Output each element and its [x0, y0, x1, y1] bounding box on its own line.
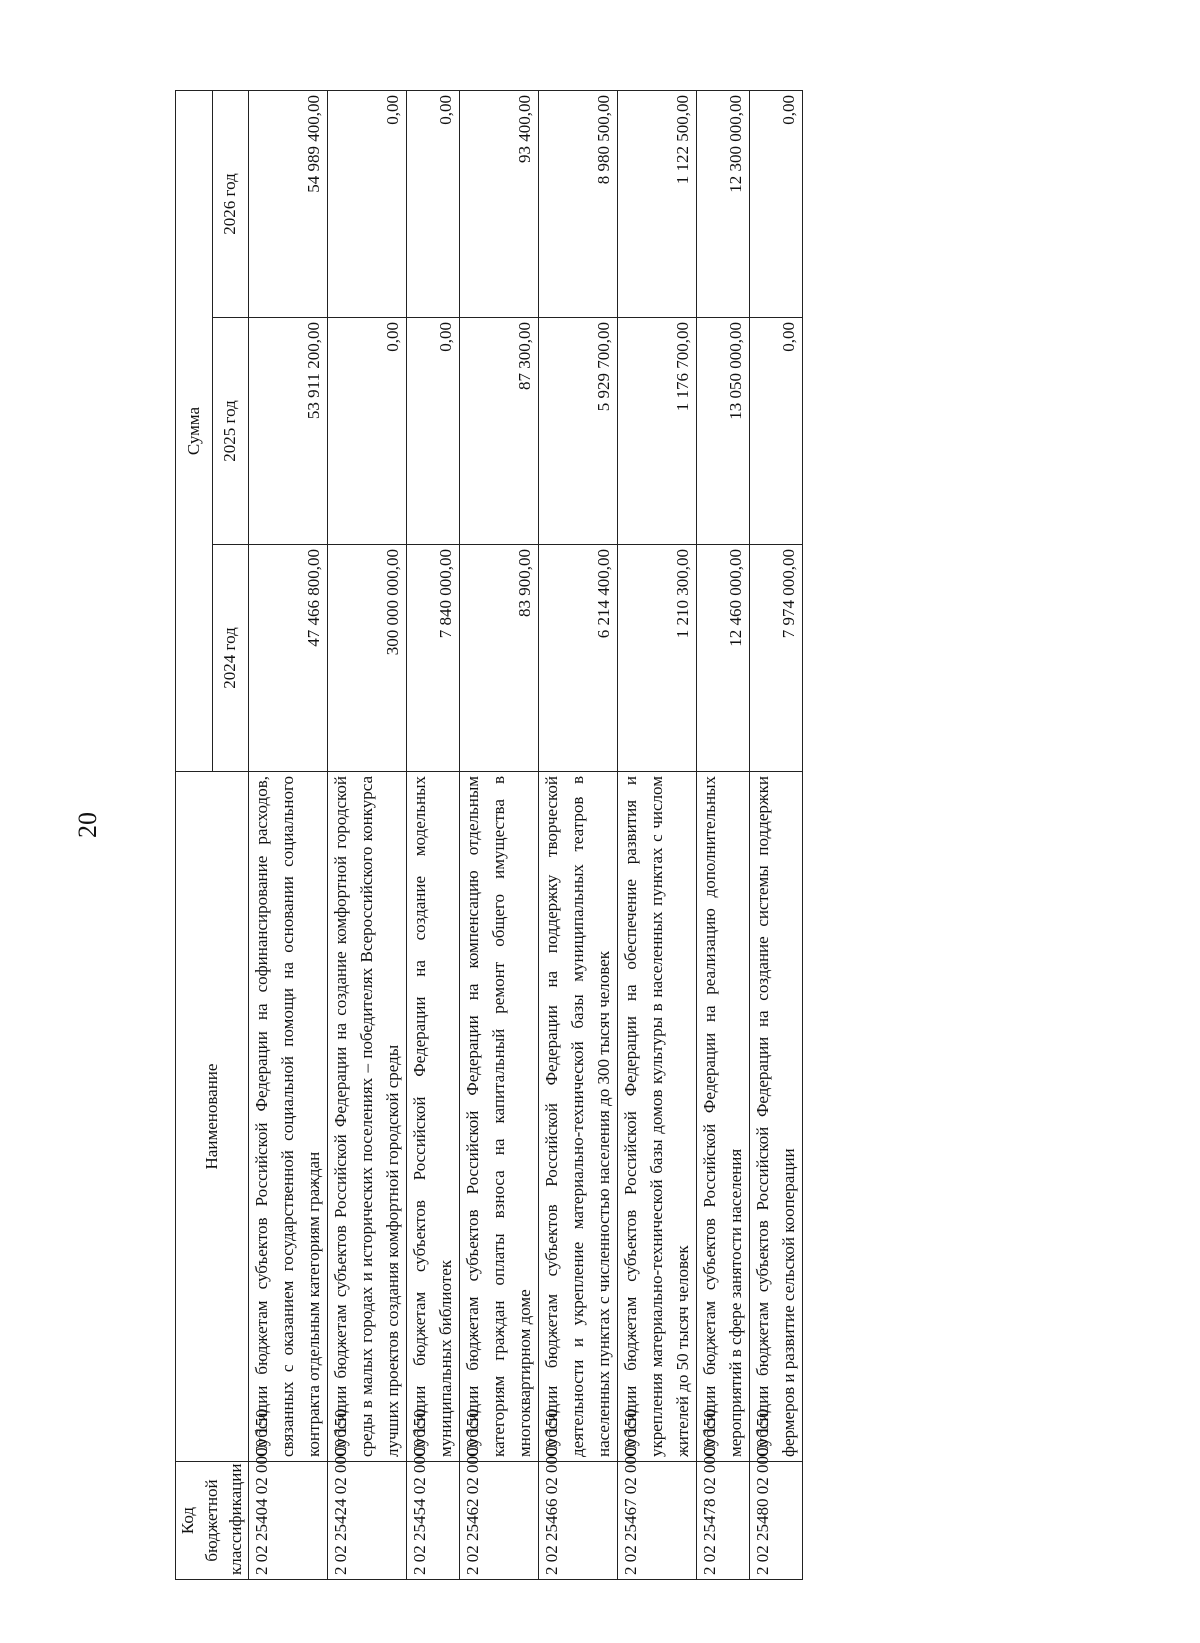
row-value-2026: 12 300 000,00 — [697, 91, 750, 318]
row-code: 2 02 25467 02 0000 150 — [618, 1462, 697, 1580]
row-name: Субсидии бюджетам субъектов Российской Федерации на софинансирование расходов, связанных с оказанием государственной социальной помощи на основании социального контракта отдельным категориям граждан — [249, 772, 328, 1462]
table-row — [618, 91, 697, 1580]
row-name: Субсидии бюджетам субъектов Российской Федерации на поддержку творческой деятельности и укрепление материально-технической базы муниципальных театров в населенных пунктах с численностью населения до 300 тысяч человек — [539, 772, 618, 1462]
row-value-2025: 0,00 — [750, 318, 803, 545]
row-value-2024: 7 840 000,00 — [407, 545, 460, 772]
row-value-2026: 8 980 500,00 — [539, 91, 618, 318]
row-code: 2 02 25454 02 0000 150 — [407, 1462, 460, 1580]
rotated-page-content — [175, 90, 1015, 1580]
row-value-2024: 6 214 400,00 — [539, 545, 618, 772]
table-row — [460, 91, 539, 1580]
header-year-2024: 2024 год — [212, 545, 249, 772]
header-year-2026: 2026 год — [212, 91, 249, 318]
row-value-2025: 5 929 700,00 — [539, 318, 618, 545]
table-row — [249, 91, 328, 1580]
row-value-2024: 47 466 800,00 — [249, 545, 328, 772]
row-name: Субсидии бюджетам субъектов Российской Федерации на создание системы поддержки фермеров и развитие сельской кооперации — [750, 772, 803, 1462]
table-row — [328, 91, 407, 1580]
row-value-2024: 7 974 000,00 — [750, 545, 803, 772]
row-code: 2 02 25478 02 0000 150 — [697, 1462, 750, 1580]
row-code: 2 02 25480 02 0000 150 — [750, 1462, 803, 1580]
row-value-2024: 83 900,00 — [460, 545, 539, 772]
row-value-2025: 0,00 — [328, 318, 407, 545]
table-row — [697, 91, 750, 1580]
table-row — [407, 91, 460, 1580]
row-name: Субсидии бюджетам субъектов Российской Федерации на реализацию дополнительных мероприятий в сфере занятости населения — [697, 772, 750, 1462]
row-value-2026: 0,00 — [750, 91, 803, 318]
row-value-2024: 300 000 000,00 — [328, 545, 407, 772]
header-sum: Сумма — [176, 91, 213, 772]
row-name: Субсидии бюджетам субъектов Российской Федерации на компенсацию отдельным категориям граждан оплаты взноса на капитальный ремонт общего имущества в многоквартирном доме — [460, 772, 539, 1462]
row-value-2025: 87 300,00 — [460, 318, 539, 545]
row-value-2025: 53 911 200,00 — [249, 318, 328, 545]
table-row — [750, 91, 803, 1580]
row-value-2026: 1 122 500,00 — [618, 91, 697, 318]
row-value-2024: 12 460 000,00 — [697, 545, 750, 772]
row-value-2026: 93 400,00 — [460, 91, 539, 318]
row-name: Субсидии бюджетам субъектов Российской Федерации на создание комфортной городской среды в малых городах и исторических поселениях – победителях Всероссийского конкурса лучших проектов создания комфортной городской среды — [328, 772, 407, 1462]
row-code: 2 02 25424 02 0000 150 — [328, 1462, 407, 1580]
row-value-2025: 0,00 — [407, 318, 460, 545]
row-code: 2 02 25466 02 0000 150 — [539, 1462, 618, 1580]
header-name: Наименование — [176, 772, 249, 1462]
row-value-2026: 0,00 — [328, 91, 407, 318]
row-value-2025: 13 050 000,00 — [697, 318, 750, 545]
row-code: 2 02 25462 02 0000 150 — [460, 1462, 539, 1580]
table-row — [539, 91, 618, 1580]
header-year-2025: 2025 год — [212, 318, 249, 545]
row-value-2024: 1 210 300,00 — [618, 545, 697, 772]
row-value-2026: 0,00 — [407, 91, 460, 318]
page-number: 20 — [73, 812, 102, 838]
budget-table — [175, 90, 803, 1580]
row-name: Субсидии бюджетам субъектов Российской Федерации на обеспечение развития и укрепления материально-технической базы домов культуры в населенных пунктах с числом жителей до 50 тысяч человек — [618, 772, 697, 1462]
row-name: Субсидии бюджетам субъектов Российской Федерации на создание модельных муниципальных библиотек — [407, 772, 460, 1462]
row-code: 2 02 25404 02 0000 150 — [249, 1462, 328, 1580]
row-value-2026: 54 989 400,00 — [249, 91, 328, 318]
header-code: Код бюджетной классификации — [176, 1462, 249, 1580]
row-value-2025: 1 176 700,00 — [618, 318, 697, 545]
